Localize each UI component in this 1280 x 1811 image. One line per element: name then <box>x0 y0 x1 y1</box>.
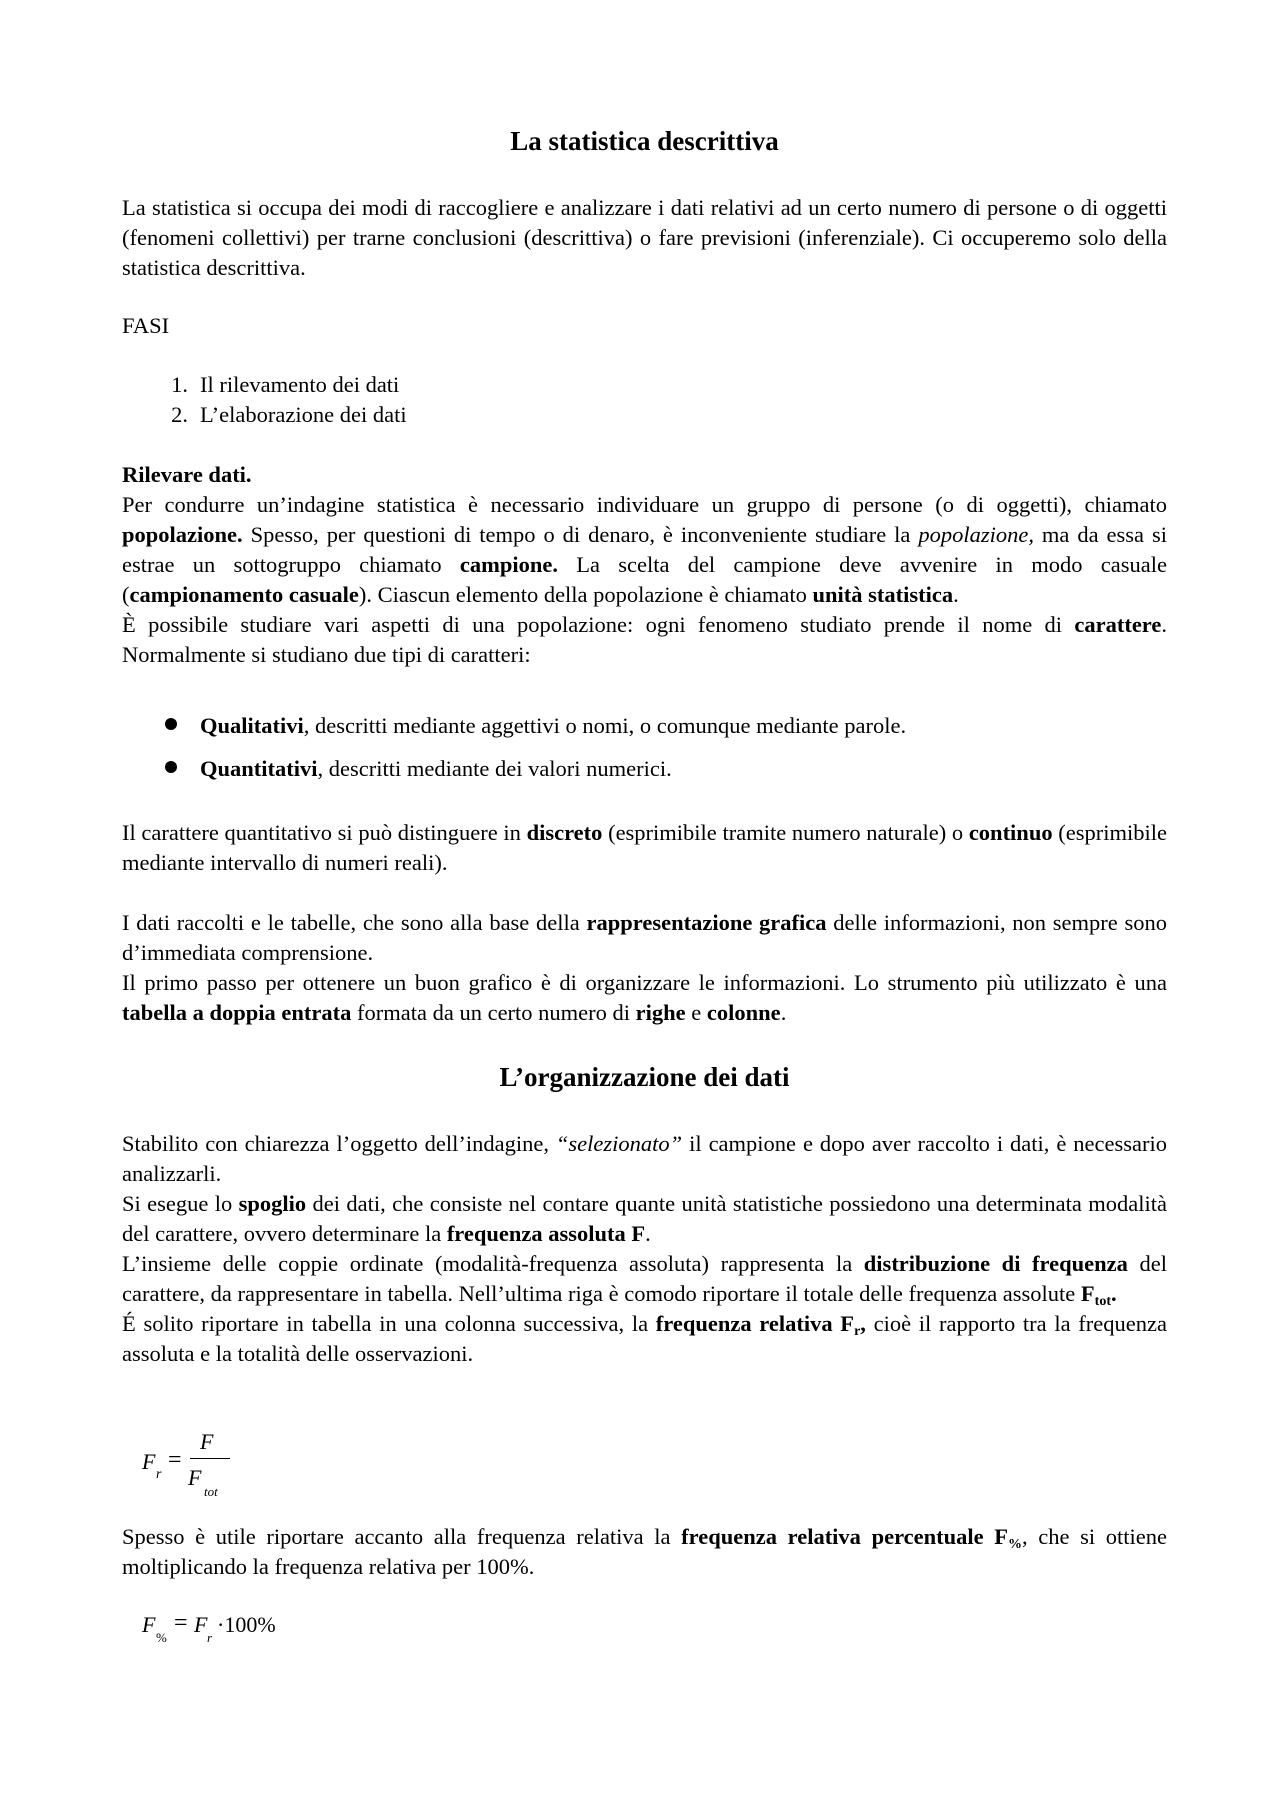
fasi-section <box>122 311 1167 341</box>
list-item-label: L’elaborazione dei dati <box>200 402 407 427</box>
list-number: 1. <box>171 372 188 397</box>
list-item <box>122 400 1167 430</box>
fasi-list <box>122 370 1167 430</box>
list-item: Quantitativi, descritti mediante dei valori numerici. <box>122 754 1167 797</box>
grafica-paragraph: I dati raccolti e le tabelle, che sono alla base della rappresentazione grafica delle informazioni, non sempre sono d’immediata comprensione. Il primo passo per ottenere un buon grafico è di organizzare le informazioni. Lo strumento più utilizzato è una tabella a doppia entrata formata da un certo numero di righe e colonne. <box>122 910 1167 1025</box>
caratteri-list <box>122 711 1167 797</box>
rilevare-heading: Rilevare dati. <box>122 462 252 487</box>
intro-paragraph <box>122 193 1167 283</box>
fasi-heading: FASI <box>122 313 170 338</box>
list-item: Qualitativi, descritti mediante aggettivi o nomi, o comunque mediante parole. <box>122 711 1167 754</box>
formula-percent-frequency: F % = F r ·100% <box>142 1610 276 1645</box>
list-item <box>122 370 1167 400</box>
rilevare-section <box>122 460 1167 670</box>
percentuale-paragraph: Spesso è utile riportare accanto alla frequenza relativa la frequenza relativa percentuale $F_{\%}$, che si ottiene moltiplicando la frequenza relativa per 100%. <box>122 1524 1167 1579</box>
list-item-label: Il rilevamento dei dati <box>200 372 400 397</box>
rilevare-paragraph-1: Per condurre un’indagine statistica è necessario individuare un gruppo di persone (o di oggetti), chiamato popolazione. Spesso, per questioni di tempo o di denaro, è inconveniente studiare la popolazione, ma da essa si estrae un sottogruppo chiamato campione. La scelta del campione deve avvenire in modo casuale (campionamento casuale). Ciascun elemento della popolazione è chiamato unità statistica. <box>122 492 1168 607</box>
rilevare-paragraph-2: È possibile studiare vari aspetti di una popolazione: ogni fenomeno studiato prende il nome di carattere. Normalmente si studiano due tipi di caratteri: <box>122 612 1167 667</box>
intro-text: La statistica si occupa dei modi di raccogliere e analizzare i dati relativi ad un certo numero di persone o di oggetti (fenomeni collettivi) per trarne conclusioni (descrittiva) o fare previsioni (inferenziale). Ci occuperemo solo della statistica descrittiva. <box>122 195 1167 280</box>
organizzazione-section: Stabilito con chiarezza l’oggetto dell’indagine, “selezionato” il campione e dopo aver raccolto i dati, è necessario analizzarli. Si esegue lo spoglio dei dati, che consiste nel contare quante unità statistiche possiedono una determinata modalità del carattere, ovvero determinare la frequenza assoluta F. L’insieme delle coppie ordinate (modalità-frequenza assoluta) rappresenta la distribuzione di frequenza del carattere, da rappresentare in tabella. Nell’ultima riga è comodo riportare il totale delle frequenza assolute $F_{tot}$. É solito riportare in tabella in una colonna successiva, la frequenza relativa $F_r$, cioè il rapporto tra la frequenza assoluta e la totalità delle osservazioni. <box>122 1131 1168 1366</box>
bullet-icon <box>165 761 177 773</box>
bullet-icon <box>165 718 177 730</box>
quantitativo-paragraph: Il carattere quantitativo si può distinguere in discreto (esprimibile tramite numero naturale) o continuo (esprimibile mediante intervallo di numeri reali). <box>122 820 1167 875</box>
formula-relative-frequency: F r = F F tot <box>142 1430 242 1500</box>
list-number: 2. <box>171 402 188 427</box>
page-title: La statistica descrittiva <box>510 126 779 156</box>
section-title: L’organizzazione dei dati <box>499 1062 790 1092</box>
